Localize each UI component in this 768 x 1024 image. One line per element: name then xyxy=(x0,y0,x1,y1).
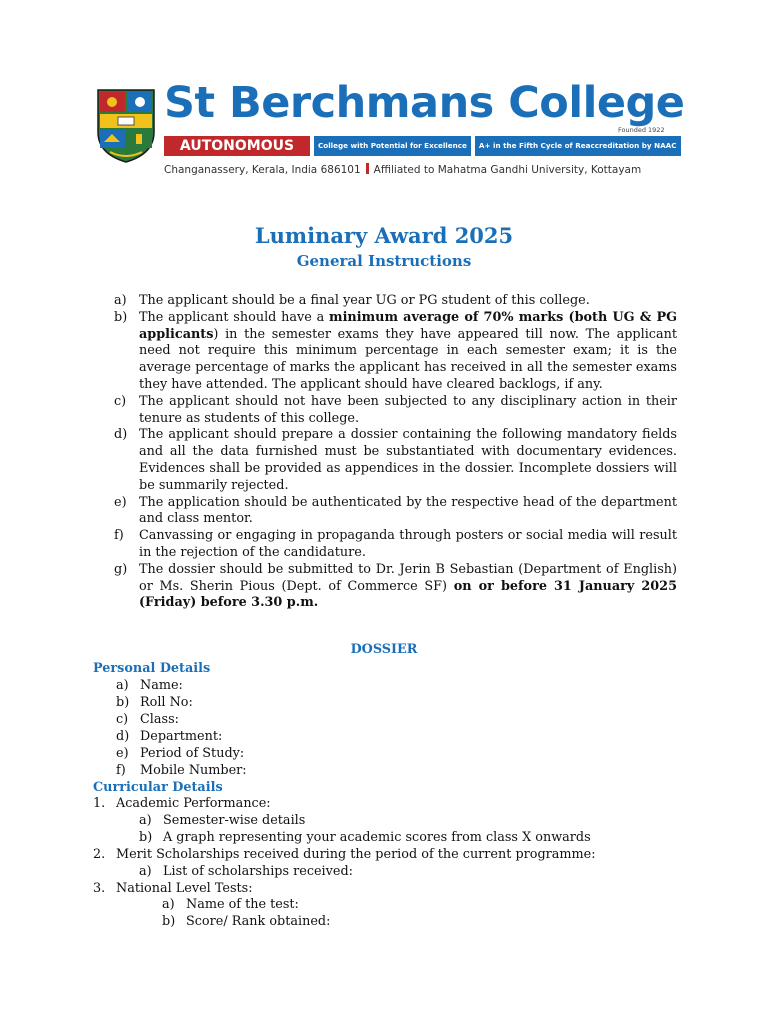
list-item: 1. Academic Performance: xyxy=(93,796,271,811)
instruction-item xyxy=(93,495,677,529)
list-item: b) A graph representing your academic scores from class X onwards xyxy=(139,829,591,845)
list-item: a) Semester-wise details xyxy=(139,812,306,828)
personal-details-heading: Personal Details xyxy=(93,661,211,676)
page-subtitle: General Instructions xyxy=(296,252,472,270)
list-item: a) Name of the test: xyxy=(162,897,299,913)
address-affiliation: Affiliated to Mahatma Gandhi University, Kottayam xyxy=(373,164,642,176)
instruction-label: a) xyxy=(114,293,127,308)
list-item: 3. National Level Tests: xyxy=(93,880,253,896)
address-location: Changanassery, Kerala, India 686101 xyxy=(164,164,361,176)
instruction-item xyxy=(93,427,677,494)
instruction-label: c) xyxy=(114,393,127,409)
list-item: f) Mobile Number: xyxy=(116,762,247,778)
address-separator xyxy=(366,163,369,174)
instruction-label: d) xyxy=(114,427,128,443)
instruction-label: b) xyxy=(114,309,128,325)
instruction-text: The dossier should be submitted to Dr. Jerin B Sebastian (Department of English) or Ms. Sherin Pious (Dept. of Commerce SF) on or before 31 January 2025 (Friday) before 3.30 p.m. xyxy=(139,561,677,611)
instruction-text: The applicant should be a final year UG or PG student of this college. xyxy=(139,293,590,308)
list-item: a) Name: xyxy=(116,678,183,693)
college-crest-logo xyxy=(96,88,156,164)
header-banner xyxy=(164,136,681,156)
instruction-label: e) xyxy=(114,494,127,510)
list-item: a) List of scholarships received: xyxy=(139,863,353,879)
instruction-label: f) xyxy=(114,528,124,544)
list-item: b) Score/ Rank obtained: xyxy=(162,914,331,930)
personal-details-list xyxy=(116,678,247,779)
instruction-text: The applicant should not have been subjected to any disciplinary action in their tenure as students of this college. xyxy=(139,393,677,426)
curricular-details-heading: Curricular Details xyxy=(93,780,223,795)
college-name: St Berchmans College xyxy=(164,78,685,128)
instruction-item xyxy=(93,528,677,562)
instruction-text: Canvassing or engaging in propaganda through posters or social media will result in the rejection of the candidature. xyxy=(139,528,677,560)
banner-tagline-2: A+ in the Fifth Cycle of Reaccreditation by NAAC xyxy=(475,136,681,156)
instruction-item xyxy=(93,293,677,310)
instruction-item xyxy=(93,562,677,612)
instruction-text: The applicant should prepare a dossier containing the following mandatory fields and all the data furnished must be substantiated with documentary evidences. Evidences shall be provided as appendices in the dossier. Incomplete dossiers will be summarily rejected. xyxy=(139,427,677,493)
list-item: c) Class: xyxy=(116,711,179,727)
list-item: 2. Merit Scholarships received during the period of the current programme: xyxy=(93,846,596,862)
curricular-details-list xyxy=(93,796,596,931)
list-item: e) Period of Study: xyxy=(116,745,245,761)
college-address xyxy=(164,163,641,176)
instruction-item xyxy=(93,394,677,428)
banner-tagline-1: College with Potential for Excellence xyxy=(314,136,471,156)
list-item: d) Department: xyxy=(116,728,223,744)
instructions-list xyxy=(93,293,677,612)
founded-year: Founded 1922 xyxy=(618,126,665,134)
list-item: b) Roll No: xyxy=(116,694,193,710)
page-title: Luminary Award 2025 xyxy=(254,223,514,248)
instruction-text: The applicant should have a minimum average of 70% marks (both UG & PG applicants) in the semester exams they have appeared till now. The applicant need not require this minimum percentage in each semester exam; it is the average percentage of marks the applicant has received in all the semester exams they have attended. The applicant should have cleared backlogs, if any. xyxy=(139,309,677,392)
instruction-label: g) xyxy=(114,561,128,577)
instruction-item xyxy=(93,310,677,394)
instruction-text: The application should be authenticated by the respective head of the department and class mentor. xyxy=(139,494,677,527)
dossier-heading: DOSSIER xyxy=(350,642,418,657)
autonomous-badge: AUTONOMOUS xyxy=(164,136,310,156)
